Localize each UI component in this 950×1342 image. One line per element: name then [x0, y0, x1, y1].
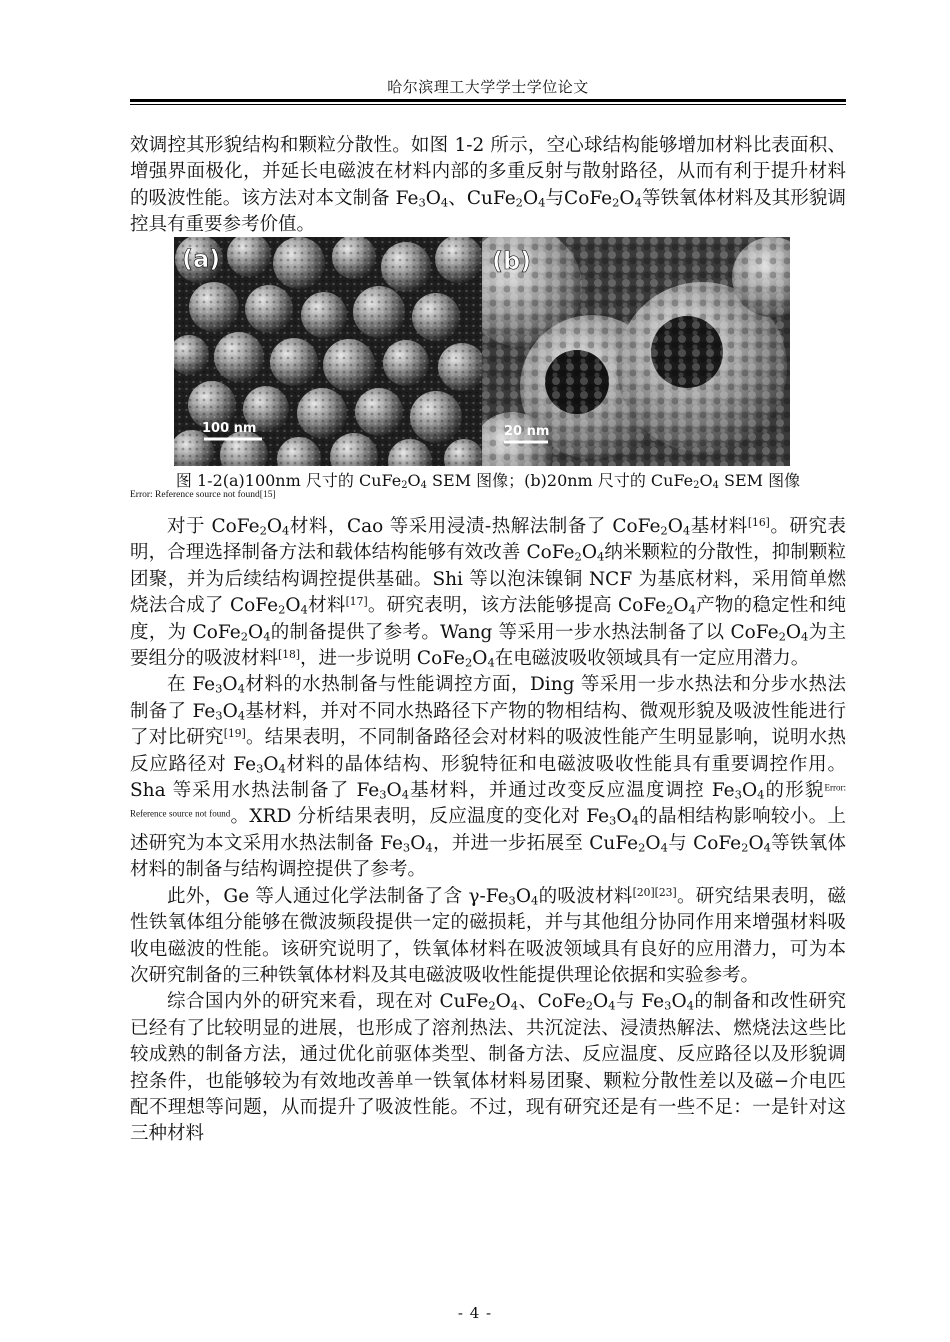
paragraph-ge: 此外，Ge 等人通过化学法制备了含 $\gamma-Fe_3O_4$的吸波材料[20][23]。研究结果表明，磁性铁氧体组分能够在微波频段提供一定的磁损耗，并与其他组分协同作用来增强材料吸收电磁波的性能。该研究说明了，铁氧体材料在吸波领域具有良好的应用潜力，可为本次研究制备的三种铁氧体材料及其电磁波吸收性能提供理论依据和实验参考。: [130, 885, 846, 986]
header-rule-thick: [130, 99, 846, 102]
panel-a-label: (a): [182, 245, 221, 273]
sem-image-a: [174, 237, 482, 466]
panel-b-label: (b): [492, 247, 532, 275]
paragraph-intro: 效调控其形貌结构和颗粒分散性。如图 1-2 所示，空心球结构能够增加材料比表面积、增强界面极化，并延长电磁波在材料内部的多重反射与散射路径，从而有利于提升材料的吸波性能。该方法对本文制备 $Fe_3O_4$、$CuFe_2O_4$与$CoFe_2O_4$等铁氧体材料及其形貌调控具有重要参考价值。: [130, 135, 846, 236]
running-header: 哈尔滨理工大学学士学位论文: [387, 78, 589, 96]
paragraph-summary: 综合国内外的研究来看，现在对 $CuFe_2O_4$、$CoFe_2O_4$与 $Fe_3O_4$的制备和改性研究已经有了比较明显的进展，也形成了溶剂热法、共沉淀法、浸渍热解法、燃烧法这些比较成熟的制备方法，通过优化前驱体类型、制备方法、反应温度、反应路径以及形貌调控条件，也能够较为有效地改善单一铁氧体材料易团聚、颗粒分散性差以及磁−介电匹配不理想等问题，从而提升了吸波性能。不过，现有研究还是有一些不足：一是针对这三种材料: [130, 991, 846, 1145]
scale-label-b: 20 nm: [504, 424, 550, 439]
sem-figure: [174, 237, 790, 466]
page-number: - 4 -: [457, 1304, 493, 1322]
caption-reference-error: Error: Reference source not found[15]: [130, 490, 276, 500]
paragraph-cofe2o4: 对于 $CoFe_2O_4$材料，Cao 等采用浸渍-热解法制备了 $CoFe_2O_4$基材料[16]。研究表明，合理选择制备方法和载体结构能够有效改善 $CoFe_2O_4$纳米颗粒的分散性，抑制颗粒团聚，并为后续结构调控提供基础。Shi 等以泡沫镍铜 NCF 为基底材料，采用简单燃烧法合成了 $CoFe_2O_4$材料[17]。研究表明，该方法能够提高 $CoFe_2O_4$产物的稳定性和纯度，为 $CoFe_2O_4$的制备提供了参考。Wang 等采用一步水热法制备了以 $CoFe_2O_4$为主要组分的吸波材料[18]，进一步说明 $CoFe_2O_4$在电磁波吸收领域具有一定应用潜力。: [130, 516, 846, 670]
header-rule-thin: [130, 104, 846, 105]
paragraph-fe3o4: 在 $Fe_3O_4$材料的水热制备与性能调控方面，Ding 等采用一步水热法和分步水热法制备了 $Fe_3O_4$基材料，并对不同水热路径下产物的物相结构、微观形貌及吸波性能进行了对比研究[19]。结果表明，不同制备路径会对材料的吸波性能产生明显影响，说明水热反应路径对 $Fe_3O_4$材料的晶体结构、形貌特征和电磁波吸收性能具有重要调控作用。Sha 等采用水热法制备了 $Fe_3O_4$基材料，并通过改变反应温度调控 $Fe_3O_4$的形貌$^{Error: Reference source not found}$。XRD 分析结果表明，反应温度的变化对 $Fe_3O_4$的晶相结构影响较小。上述研究为本文采用水热法制备 $Fe_3O_4$，并进一步拓展至 $CuFe_2O_4$与 $CoFe_2O_4$等铁氧体材料的制备与结构调控提供了参考。: [130, 674, 847, 881]
body-text: [130, 514, 846, 1148]
figure-caption: 图 1-2(a)100nm 尺寸的 $CuFe_2O_4$ SEM 图像；(b)20nm 尺寸的 $CuFe_2O_4$ SEM 图像: [175, 471, 801, 492]
sem-image-b: [482, 237, 790, 466]
scale-label-a: 100 nm: [202, 421, 257, 436]
